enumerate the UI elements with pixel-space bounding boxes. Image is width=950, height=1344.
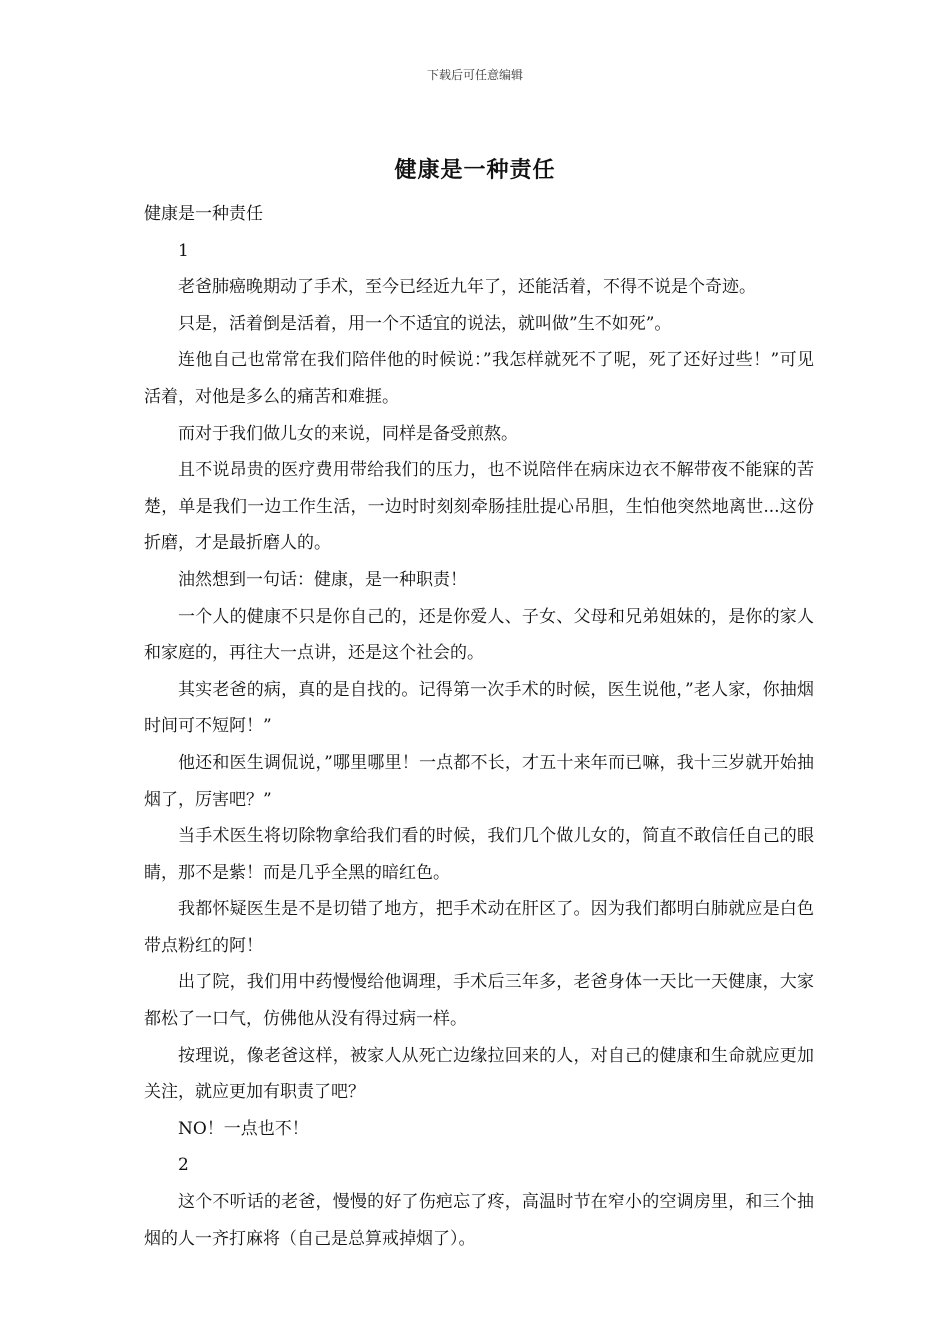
body-paragraph: 油然想到一句话：健康，是一种职责！: [178, 569, 467, 590]
body-paragraph: 当手术医生将切除物拿给我们看的时候，我们几个做儿女的，简直不敢信任自己的眼睛，那不是紫！而是几乎全黑的暗红色。: [144, 826, 814, 883]
body-paragraph: 且不说昂贵的医疗费用带给我们的压力，也不说陪伴在病床边衣不解带夜不能寐的苦楚，单是我们一边工作生活，一边时时刻刻牵肠挂肚提心吊胆，生怕他突然地离世...这份折磨，才是最折磨人的。: [144, 460, 814, 554]
document-title: 健康是一种责任: [394, 158, 556, 183]
header-note: 下载后可任意编辑: [426, 68, 523, 82]
body-paragraph: 老爸肺癌晚期动了手术，至今已经近九年了，还能活着，不得不说是个奇迹。: [178, 277, 756, 298]
body-paragraph: 这个不听话的老爸，慢慢的好了伤疤忘了疼，高温时节在窄小的空调房里，和三个抽烟的人一齐打麻将（自己是总算戒掉烟了）。: [144, 1192, 814, 1249]
body-paragraph: 我都怀疑医生是不是切错了地方，把手术动在肝区了。因为我们都明白肺就应是白色带点粉红的阿！: [144, 899, 814, 956]
body-paragraph: NO！一点也不！: [178, 1118, 309, 1139]
body-paragraph: 一个人的健康不只是你自己的，还是你爱人、子女、父母和兄弟姐妹的，是你的家人和家庭的，再往大一点讲，还是这个社会的。: [144, 606, 814, 664]
body-paragraph: 他还和医生调侃说，”哪里哪里！一点都不长，才五十来年而已嘛，我十三岁就开始抽烟了，厉害吧？”: [144, 752, 814, 810]
body-paragraph: 只是，活着倒是活着，用一个不适宜的说法，就叫做”生不如死”。: [178, 313, 672, 334]
section-number: 2: [178, 1155, 189, 1176]
body-paragraph: 按理说，像老爸这样，被家人从死亡边缘拉回来的人，对自己的健康和生命就应更加关注，就应更加有职责了吧？: [144, 1045, 814, 1103]
body-paragraph: 而对于我们做儿女的来说，同样是备受煎熬。: [178, 423, 518, 444]
document-body: [144, 196, 814, 1257]
subtitle-paragraph: 健康是一种责任: [144, 204, 263, 224]
body-paragraph: 其实老爸的病，真的是自找的。记得第一次手术的时候，医生说他，”老人家，你抽烟时间可不短阿！”: [144, 679, 814, 737]
section-number: 1: [178, 240, 189, 261]
body-paragraph: 连他自己也常常在我们陪伴他的时候说：”我怎样就死不了呢，死了还好过些！”可见活着，对他是多么的痛苦和难捱。: [144, 350, 814, 407]
body-paragraph: 出了院，我们用中药慢慢给他调理，手术后三年多，老爸身体一天比一天健康，大家都松了一口气，仿佛他从没有得过病一样。: [144, 972, 814, 1030]
